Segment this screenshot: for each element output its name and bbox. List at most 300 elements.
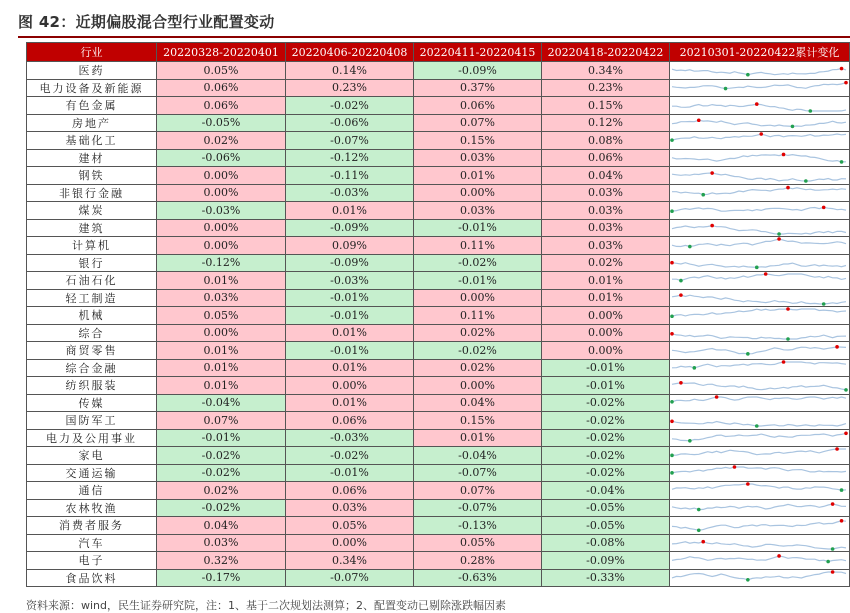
sparkline-max-point: [670, 261, 674, 265]
change-cell: 0.23%: [542, 79, 670, 97]
cumulative-sparkline: [670, 62, 850, 80]
industry-name: 食品饮料: [27, 569, 157, 587]
change-cell: 0.08%: [542, 132, 670, 150]
change-cell: 0.23%: [286, 79, 414, 97]
change-cell: 0.06%: [286, 482, 414, 500]
header-industry: 行业: [27, 43, 157, 62]
table-row: [27, 132, 850, 150]
sparkline-max-point: [831, 570, 835, 574]
change-cell: -0.03%: [286, 429, 414, 447]
sparkline-max-point: [679, 381, 683, 385]
sparkline-max-point: [782, 360, 786, 364]
change-cell: 0.09%: [286, 237, 414, 255]
header-week-3: 20220411-20220415: [414, 43, 542, 62]
change-cell: 0.01%: [157, 377, 286, 395]
change-cell: 0.02%: [157, 482, 286, 500]
change-cell: 0.03%: [157, 289, 286, 307]
table-body: [27, 62, 850, 587]
cumulative-sparkline: [670, 289, 850, 307]
sparkline-path: [672, 173, 846, 181]
sparkline-chart: [670, 325, 848, 341]
industry-name: 机械: [27, 307, 157, 325]
sparkline-path: [672, 82, 846, 88]
sparkline-min-point: [746, 73, 750, 77]
industry-name: 综合金融: [27, 359, 157, 377]
industry-name: 交通运输: [27, 464, 157, 482]
industry-name: 家电: [27, 447, 157, 465]
sparkline-chart: [670, 412, 848, 428]
change-cell: 0.00%: [157, 184, 286, 202]
sparkline-path: [672, 104, 846, 111]
table-row: [27, 482, 850, 500]
header-week-1: 20220328-20220401: [157, 43, 286, 62]
sparkline-min-point: [755, 265, 759, 269]
cumulative-sparkline: [670, 394, 850, 412]
sparkline-chart: [670, 517, 848, 533]
change-cell: -0.02%: [542, 447, 670, 465]
sparkline-max-point: [840, 519, 844, 523]
sparkline-min-point: [840, 489, 844, 493]
change-cell: 0.01%: [157, 359, 286, 377]
change-cell: -0.09%: [542, 552, 670, 570]
change-cell: 0.00%: [157, 219, 286, 237]
sparkline-chart: [670, 115, 848, 131]
source-note: 资料来源：wind，民生证券研究院，注：1、基于二次规划法测算；2、配置变动已剔除涨跌幅因素: [26, 599, 507, 612]
change-cell: -0.12%: [286, 149, 414, 167]
change-cell: -0.09%: [414, 62, 542, 80]
change-cell: -0.09%: [286, 219, 414, 237]
change-cell: 0.00%: [414, 289, 542, 307]
table-row: [27, 62, 850, 80]
table-row: [27, 167, 850, 185]
change-cell: 0.07%: [157, 412, 286, 430]
sparkline-path: [672, 422, 846, 427]
industry-name: 石油石化: [27, 272, 157, 290]
change-cell: -0.03%: [286, 272, 414, 290]
industry-name: 商贸零售: [27, 342, 157, 360]
sparkline-path: [672, 208, 846, 212]
sparkline-path: [672, 362, 846, 368]
change-cell: -0.02%: [542, 412, 670, 430]
cumulative-sparkline: [670, 324, 850, 342]
sparkline-chart: [670, 377, 848, 393]
change-cell: -0.02%: [286, 447, 414, 465]
sparkline-chart: [670, 62, 848, 78]
sparkline-max-point: [831, 502, 835, 506]
table-row: [27, 237, 850, 255]
sparkline-min-point: [697, 508, 701, 512]
change-cell: 0.02%: [414, 359, 542, 377]
change-cell: -0.02%: [286, 97, 414, 115]
cumulative-sparkline: [670, 219, 850, 237]
industry-name: 建材: [27, 149, 157, 167]
industry-name: 钢铁: [27, 167, 157, 185]
table-row: [27, 412, 850, 430]
cumulative-sparkline: [670, 499, 850, 517]
change-cell: 0.00%: [157, 237, 286, 255]
cumulative-sparkline: [670, 254, 850, 272]
table-row: [27, 552, 850, 570]
change-cell: 0.37%: [414, 79, 542, 97]
sparkline-chart: [670, 272, 848, 288]
change-cell: -0.07%: [414, 464, 542, 482]
table-row: [27, 149, 850, 167]
change-cell: 0.28%: [414, 552, 542, 570]
change-cell: 0.01%: [286, 324, 414, 342]
sparkline-max-point: [777, 554, 781, 558]
change-cell: 0.05%: [157, 307, 286, 325]
sparkline-min-point: [746, 578, 750, 582]
sparkline-chart: [670, 360, 848, 376]
cumulative-sparkline: [670, 464, 850, 482]
sparkline-path: [672, 449, 846, 455]
sparkline-chart: [670, 237, 848, 253]
change-cell: 0.01%: [414, 429, 542, 447]
change-cell: 0.04%: [542, 167, 670, 185]
sparkline-max-point: [835, 447, 839, 451]
sparkline-path: [672, 484, 846, 490]
change-cell: -0.01%: [286, 464, 414, 482]
sparkline-chart: [670, 185, 848, 201]
change-cell: 0.02%: [157, 132, 286, 150]
sparkline-path: [672, 397, 846, 402]
sparkline-chart: [670, 220, 848, 236]
sparkline-chart: [670, 552, 848, 568]
sparkline-path: [672, 239, 846, 247]
sparkline-chart: [670, 570, 848, 586]
sparkline-max-point: [715, 395, 719, 399]
cumulative-sparkline: [670, 237, 850, 255]
sparkline-chart: [670, 97, 848, 113]
change-cell: -0.01%: [286, 289, 414, 307]
change-cell: 0.03%: [542, 237, 670, 255]
change-cell: -0.02%: [157, 464, 286, 482]
change-cell: 0.15%: [414, 132, 542, 150]
sparkline-min-point: [697, 529, 701, 533]
change-cell: 0.00%: [414, 377, 542, 395]
cumulative-sparkline: [670, 114, 850, 132]
change-cell: 0.15%: [542, 97, 670, 115]
sparkline-min-point: [831, 547, 835, 551]
title-rule: [18, 36, 850, 38]
sparkline-chart: [670, 150, 848, 166]
sparkline-path: [672, 433, 846, 441]
industry-name: 基础化工: [27, 132, 157, 150]
change-cell: 0.01%: [542, 289, 670, 307]
change-cell: 0.06%: [414, 97, 542, 115]
change-cell: -0.03%: [157, 202, 286, 220]
change-cell: 0.34%: [286, 552, 414, 570]
change-cell: -0.05%: [542, 517, 670, 535]
sparkline-max-point: [782, 152, 786, 156]
cumulative-sparkline: [670, 534, 850, 552]
cumulative-sparkline: [670, 447, 850, 465]
cumulative-sparkline: [670, 552, 850, 570]
change-cell: 0.05%: [157, 62, 286, 80]
change-cell: 0.01%: [157, 342, 286, 360]
industry-name: 医药: [27, 62, 157, 80]
table-row: [27, 219, 850, 237]
cumulative-sparkline: [670, 569, 850, 587]
sparkline-max-point: [786, 186, 790, 190]
cumulative-sparkline: [670, 202, 850, 220]
table-row: [27, 429, 850, 447]
cumulative-sparkline: [670, 79, 850, 97]
sparkline-chart: [670, 132, 848, 148]
change-cell: -0.02%: [157, 499, 286, 517]
change-cell: -0.02%: [542, 429, 670, 447]
sparkline-chart: [670, 430, 848, 446]
change-cell: 0.32%: [157, 552, 286, 570]
sparkline-min-point: [791, 124, 795, 128]
change-cell: -0.12%: [157, 254, 286, 272]
table-row: [27, 569, 850, 587]
cumulative-sparkline: [670, 184, 850, 202]
industry-name: 建筑: [27, 219, 157, 237]
change-cell: 0.12%: [542, 114, 670, 132]
industry-name: 煤炭: [27, 202, 157, 220]
change-cell: -0.05%: [542, 499, 670, 517]
sparkline-min-point: [724, 86, 728, 90]
sparkline-max-point: [755, 103, 759, 107]
sparkline-chart: [670, 395, 848, 411]
sparkline-path: [672, 334, 846, 339]
industry-name: 有色金属: [27, 97, 157, 115]
change-cell: -0.33%: [542, 569, 670, 587]
change-cell: -0.04%: [414, 447, 542, 465]
change-cell: -0.07%: [414, 499, 542, 517]
sparkline-max-point: [670, 332, 674, 336]
cumulative-sparkline: [670, 482, 850, 500]
sparkline-min-point: [840, 160, 844, 164]
sparkline-min-point: [679, 279, 683, 283]
sparkline-path: [672, 69, 846, 75]
change-cell: 0.01%: [542, 272, 670, 290]
sparkline-min-point: [670, 471, 674, 475]
change-cell: 0.03%: [157, 534, 286, 552]
change-cell: -0.01%: [414, 219, 542, 237]
table-row: [27, 254, 850, 272]
industry-name: 非银行金融: [27, 184, 157, 202]
sparkline-max-point: [822, 206, 826, 210]
change-cell: 0.15%: [414, 412, 542, 430]
change-cell: -0.04%: [157, 394, 286, 412]
change-cell: -0.07%: [286, 569, 414, 587]
table-row: [27, 97, 850, 115]
change-cell: 0.04%: [157, 517, 286, 535]
cumulative-sparkline: [670, 97, 850, 115]
table-row: [27, 114, 850, 132]
table-row: [27, 202, 850, 220]
change-cell: 0.06%: [286, 412, 414, 430]
sparkline-chart: [670, 482, 848, 498]
industry-name: 电力及公用事业: [27, 429, 157, 447]
sparkline-max-point: [844, 81, 848, 85]
sparkline-max-point: [710, 171, 714, 175]
change-cell: 0.03%: [542, 219, 670, 237]
change-cell: 0.00%: [542, 307, 670, 325]
table-row: [27, 342, 850, 360]
change-cell: -0.02%: [542, 394, 670, 412]
change-cell: -0.01%: [542, 359, 670, 377]
cumulative-sparkline: [670, 149, 850, 167]
industry-name: 综合: [27, 324, 157, 342]
change-cell: -0.17%: [157, 569, 286, 587]
sparkline-path: [672, 274, 846, 281]
sparkline-min-point: [822, 302, 826, 306]
industry-name: 计算机: [27, 237, 157, 255]
header-cumulative: 20210301-20220422累计变化: [670, 43, 850, 62]
sparkline-chart: [670, 447, 848, 463]
change-cell: 0.14%: [286, 62, 414, 80]
change-cell: 0.00%: [157, 324, 286, 342]
industry-name: 通信: [27, 482, 157, 500]
change-cell: -0.63%: [414, 569, 542, 587]
sparkline-max-point: [786, 307, 790, 311]
sparkline-min-point: [701, 193, 705, 197]
sparkline-max-point: [759, 132, 763, 136]
change-cell: -0.06%: [157, 149, 286, 167]
change-cell: 0.06%: [157, 97, 286, 115]
allocation-table: [26, 42, 850, 587]
table-row: [27, 307, 850, 325]
sparkline-chart: [670, 500, 848, 516]
sparkline-min-point: [809, 109, 813, 113]
cumulative-sparkline: [670, 342, 850, 360]
change-cell: 0.00%: [286, 534, 414, 552]
change-cell: 0.01%: [157, 272, 286, 290]
sparkline-path: [672, 187, 846, 194]
change-cell: -0.02%: [542, 464, 670, 482]
sparkline-chart: [670, 290, 848, 306]
header-week-4: 20220418-20220422: [542, 43, 670, 62]
change-cell: 0.02%: [542, 254, 670, 272]
sparkline-max-point: [777, 237, 781, 241]
change-cell: -0.01%: [157, 429, 286, 447]
industry-name: 电子: [27, 552, 157, 570]
change-cell: -0.08%: [542, 534, 670, 552]
sparkline-chart: [670, 535, 848, 551]
cumulative-sparkline: [670, 377, 850, 395]
change-cell: 0.03%: [542, 202, 670, 220]
change-cell: -0.07%: [286, 132, 414, 150]
table-row: [27, 289, 850, 307]
sparkline-max-point: [733, 465, 737, 469]
industry-name: 传媒: [27, 394, 157, 412]
change-cell: 0.03%: [414, 202, 542, 220]
sparkline-max-point: [835, 345, 839, 349]
change-cell: 0.11%: [414, 307, 542, 325]
table-row: [27, 517, 850, 535]
sparkline-path: [672, 154, 846, 162]
industry-name: 房地产: [27, 114, 157, 132]
sparkline-min-point: [746, 352, 750, 356]
sparkline-min-point: [670, 454, 674, 458]
change-cell: 0.01%: [286, 202, 414, 220]
change-cell: 0.03%: [414, 149, 542, 167]
change-cell: 0.00%: [286, 377, 414, 395]
sparkline-chart: [670, 465, 848, 481]
sparkline-path: [672, 572, 846, 580]
industry-name: 纺织服装: [27, 377, 157, 395]
industry-name: 消费者服务: [27, 517, 157, 535]
change-cell: 0.06%: [157, 79, 286, 97]
sparkline-path: [672, 467, 846, 473]
change-cell: 0.11%: [414, 237, 542, 255]
change-cell: 0.34%: [542, 62, 670, 80]
change-cell: -0.11%: [286, 167, 414, 185]
change-cell: 0.00%: [414, 184, 542, 202]
sparkline-path: [672, 225, 846, 233]
sparkline-path: [672, 556, 846, 562]
change-cell: 0.05%: [286, 517, 414, 535]
sparkline-chart: [670, 80, 848, 96]
cumulative-sparkline: [670, 412, 850, 430]
industry-name: 电力设备及新能源: [27, 79, 157, 97]
sparkline-min-point: [844, 388, 848, 392]
change-cell: 0.01%: [414, 167, 542, 185]
change-cell: 0.00%: [542, 324, 670, 342]
change-cell: -0.02%: [414, 254, 542, 272]
cumulative-sparkline: [670, 359, 850, 377]
sparkline-chart: [670, 342, 848, 358]
change-cell: -0.01%: [286, 342, 414, 360]
change-cell: -0.01%: [286, 307, 414, 325]
change-cell: 0.07%: [414, 482, 542, 500]
table-row: [27, 447, 850, 465]
sparkline-max-point: [844, 431, 848, 435]
figure-title: 图 42：近期偏股混合型行业配置变动: [18, 13, 275, 31]
table-row: [27, 324, 850, 342]
change-cell: 0.03%: [542, 184, 670, 202]
change-cell: -0.05%: [157, 114, 286, 132]
change-cell: -0.09%: [286, 254, 414, 272]
change-cell: -0.04%: [542, 482, 670, 500]
sparkline-min-point: [670, 210, 674, 214]
sparkline-max-point: [840, 67, 844, 71]
cumulative-sparkline: [670, 167, 850, 185]
sparkline-min-point: [786, 337, 790, 341]
industry-name: 汽车: [27, 534, 157, 552]
sparkline-max-point: [697, 118, 701, 122]
sparkline-max-point: [746, 482, 750, 486]
change-cell: -0.06%: [286, 114, 414, 132]
change-cell: 0.07%: [414, 114, 542, 132]
cumulative-sparkline: [670, 272, 850, 290]
sparkline-path: [672, 295, 846, 304]
table-row: [27, 184, 850, 202]
table-row: [27, 79, 850, 97]
change-cell: -0.02%: [157, 447, 286, 465]
sparkline-path: [672, 383, 846, 390]
sparkline-max-point: [764, 272, 768, 276]
change-cell: -0.01%: [542, 377, 670, 395]
table-row: [27, 377, 850, 395]
sparkline-min-point: [670, 139, 674, 143]
change-cell: -0.01%: [414, 272, 542, 290]
sparkline-max-point: [701, 540, 705, 544]
sparkline-min-point: [670, 400, 674, 404]
industry-name: 轻工制造: [27, 289, 157, 307]
change-cell: -0.13%: [414, 517, 542, 535]
change-cell: 0.02%: [414, 324, 542, 342]
cumulative-sparkline: [670, 132, 850, 150]
sparkline-min-point: [755, 424, 759, 428]
sparkline-chart: [670, 167, 848, 183]
change-cell: -0.03%: [286, 184, 414, 202]
table-row: [27, 394, 850, 412]
sparkline-min-point: [693, 366, 697, 370]
